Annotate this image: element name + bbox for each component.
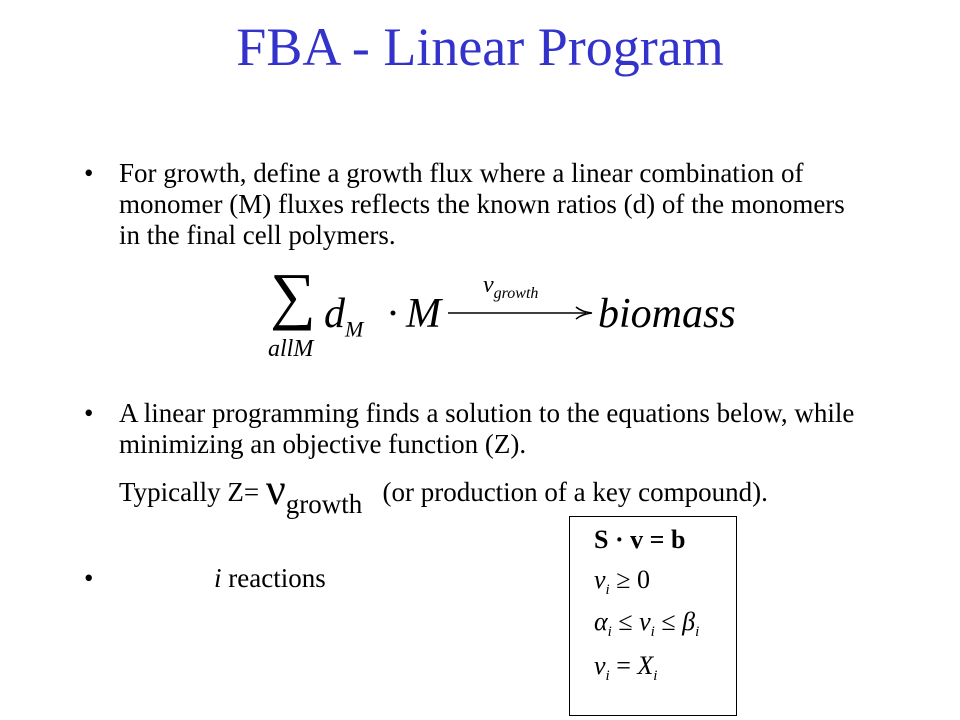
- nonnegativity-constraint: [594, 565, 650, 599]
- bullet-marker: •: [84, 563, 94, 593]
- reaction-index: i: [214, 563, 222, 593]
- flux-symbol: v: [483, 272, 494, 298]
- reaction-arrow-icon: [448, 305, 593, 321]
- relation: ≤: [661, 607, 676, 636]
- relation: ≥ 0: [616, 565, 650, 594]
- bullet-growth-definition: For growth, define a growth flux where a linear combination of monomer (M) fluxes reflects the known ratios (d) of the monomers in the final cell polymers.: [119, 158, 845, 250]
- mass-balance-constraint: S · v = b: [594, 525, 686, 554]
- product-biomass: biomass: [598, 291, 736, 337]
- nu-symbol: ν: [265, 465, 286, 514]
- flux-v: v: [594, 651, 606, 680]
- monomer-symbol: M: [406, 291, 441, 337]
- objective-prefix: Typically Z=: [119, 477, 260, 507]
- biomass-equation: [268, 260, 748, 372]
- slide-title: FBA - Linear Program: [236, 17, 724, 77]
- relation: =: [616, 651, 631, 680]
- alpha-subscript: i: [607, 624, 612, 641]
- bullet-reactions: [214, 563, 326, 594]
- relation: ≤: [618, 607, 633, 636]
- reactions-label: reactions: [228, 563, 326, 593]
- flux-subscript: growth: [493, 284, 539, 302]
- bullet-marker: •: [84, 398, 94, 428]
- objective-suffix: (or production of a key compound).: [382, 477, 768, 507]
- beta-subscript: i: [695, 624, 700, 641]
- lower-bound-alpha: α: [594, 607, 608, 636]
- multiply-dot: ·: [386, 291, 400, 337]
- constraints-box: [569, 516, 737, 716]
- upper-bound-beta: β: [682, 607, 696, 636]
- flux-v: v: [639, 607, 651, 636]
- bullet-marker: •: [84, 158, 94, 188]
- flux-subscript: i: [605, 668, 610, 685]
- summation-index: allM: [268, 336, 314, 362]
- ratio-subscript: M: [345, 316, 364, 342]
- ratio-symbol: d: [324, 291, 345, 337]
- summation-symbol: ∑: [270, 260, 316, 331]
- fixed-value-X: X: [637, 651, 654, 680]
- objective-function-line: [119, 465, 768, 519]
- nu-subscript: growth: [285, 489, 363, 519]
- fixed-flux-constraint: [594, 651, 657, 685]
- bullet-linear-programming: A linear programming finds a solution to the equations below, while minimizing an objective function (Z).: [119, 398, 855, 459]
- flux-subscript: i: [605, 582, 610, 599]
- flux-subscript: i: [650, 624, 655, 641]
- ratio-term: [324, 290, 363, 342]
- flux-v: v: [594, 565, 606, 594]
- X-subscript: i: [653, 668, 658, 685]
- bounds-constraint: [594, 607, 699, 641]
- growth-flux-label: [483, 272, 538, 303]
